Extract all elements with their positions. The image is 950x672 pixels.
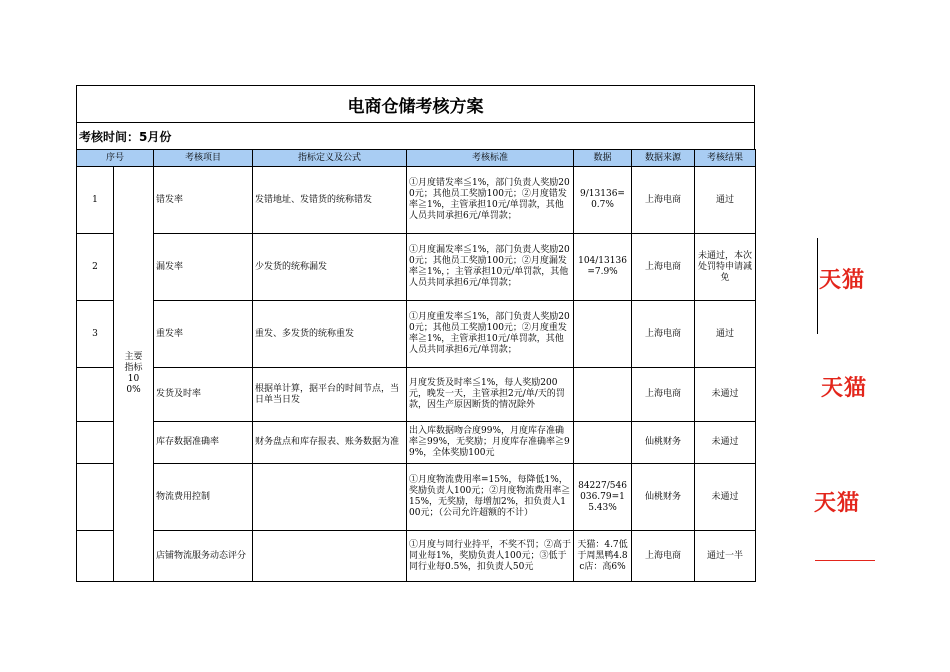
row-standard: ①月度漏发率≦1%，部门负责人奖励200元；其他员工奖励100元；②月度漏发率≧1%，；主管承担10元/单罚款，其他人员共同承担6元/单罚款；: [407, 234, 574, 301]
row-source: 上海电商: [632, 301, 695, 368]
row-item: 漏发率: [154, 234, 253, 301]
row-no: [77, 464, 114, 531]
row-definition: 根据单计算，据平台的时间节点，当日单当日发: [253, 368, 407, 422]
row-no: [77, 531, 114, 582]
row-no: 1: [77, 167, 114, 234]
row-definition: 发错地址、发错货的统称错发: [253, 167, 407, 234]
row-result: 通过一半: [695, 531, 756, 582]
row-item: 库存数据准确率: [154, 422, 253, 464]
group-label: 主要指标100%: [114, 167, 154, 582]
row-standard: ①月度重发率≦1%，部门负责人奖励200元；其他员工奖励100元；②月度重发率≧1%，主管承担10元/单罚款，其他人员共同承担6元/单罚款；: [407, 301, 574, 368]
row-definition: 少发货的统称漏发: [253, 234, 407, 301]
row-data: 9/13136=0.7%: [574, 167, 632, 234]
header-result: 考核结果: [695, 150, 756, 167]
header-definition: 指标定义及公式: [253, 150, 407, 167]
row-no: [77, 422, 114, 464]
header-standard: 考核标准: [407, 150, 574, 167]
row-source: 仙桃财务: [632, 464, 695, 531]
row-result: 未通过: [695, 368, 756, 422]
row-result: 未通过: [695, 464, 756, 531]
row-definition: [253, 464, 407, 531]
row-standard: 月度发货及时率≦1%，每人奖励200元，晚发一天，主管承担2元/单/天的罚款，因生产原因断货的情况除外: [407, 368, 574, 422]
header-no: 序号: [77, 150, 154, 167]
tmall-logo: 天猫: [814, 491, 861, 516]
assess-time: 考核时间：5月份: [76, 122, 755, 149]
row-source: 上海电商: [632, 234, 695, 301]
row-data: [574, 368, 632, 422]
row-data: 104/13136=7.9%: [574, 234, 632, 301]
row-standard: 出入库数据吻合度99%，月度库存准确率≧99%，无奖励；月度库存准确率≧99%，全体奖励100元: [407, 422, 574, 464]
row-item: 店铺物流服务动态评分: [154, 531, 253, 582]
table-row: [77, 234, 756, 301]
row-result: 未通过: [695, 422, 756, 464]
table-row: [77, 464, 756, 531]
row-result: 未通过，本次处罚特申请减免: [695, 234, 756, 301]
row-source: 上海电商: [632, 167, 695, 234]
row-item: 发货及时率: [154, 368, 253, 422]
header-data: 数据: [574, 150, 632, 167]
row-no: 2: [77, 234, 114, 301]
tmall-logo: 天猫: [819, 268, 866, 293]
table-row: [77, 368, 756, 422]
spreadsheet: [76, 85, 755, 582]
table-row: [77, 301, 756, 368]
table-row: [77, 531, 756, 582]
table-row: [77, 167, 756, 234]
page-title: 电商仓储考核方案: [76, 85, 755, 122]
row-no: 3: [77, 301, 114, 368]
row-result: 通过: [695, 301, 756, 368]
row-item: 错发率: [154, 167, 253, 234]
row-item: 重发率: [154, 301, 253, 368]
row-data: [574, 301, 632, 368]
row-result: 通过: [695, 167, 756, 234]
row-data: 84227/546036.79=15.43%: [574, 464, 632, 531]
row-item: 物流费用控制: [154, 464, 253, 531]
row-source: 上海电商: [632, 531, 695, 582]
row-standard: ①月度与同行业持平，不奖不罚；②高于同业每1%，奖励负责人100元；③低于同行业每0.5%，扣负责人50元: [407, 531, 574, 582]
row-definition: 重发、多发货的统称重发: [253, 301, 407, 368]
table-header-row: [77, 150, 756, 167]
assessment-table: [76, 149, 756, 582]
row-standard: ①月度错发率≦1%，部门负责人奖励200元；其他员工奖励100元；②月度错发率≧1%，主管承担10元/单罚款，其他人员共同承担6元/单罚款；: [407, 167, 574, 234]
row-source: 上海电商: [632, 368, 695, 422]
row-source: 仙桃财务: [632, 422, 695, 464]
header-source: 数据来源: [632, 150, 695, 167]
row-standard: ①月度物流费用率=15%，每降低1%，奖励负责人100元；②月度物流费用率≧15%，无奖励，每增加2%，扣负责人100元；（公司允许超额的不计）: [407, 464, 574, 531]
divider-line: [817, 238, 818, 334]
red-divider-line: [815, 560, 875, 561]
tmall-logo: 天猫: [821, 376, 868, 401]
row-definition: 财务盘点和库存报表、账务数据为准: [253, 422, 407, 464]
row-definition: [253, 531, 407, 582]
row-data: 天猫：4.7低于周黑鸭4.8c店：高6%: [574, 531, 632, 582]
row-no: [77, 368, 114, 422]
table-row: [77, 422, 756, 464]
row-data: [574, 422, 632, 464]
header-item: 考核项目: [154, 150, 253, 167]
